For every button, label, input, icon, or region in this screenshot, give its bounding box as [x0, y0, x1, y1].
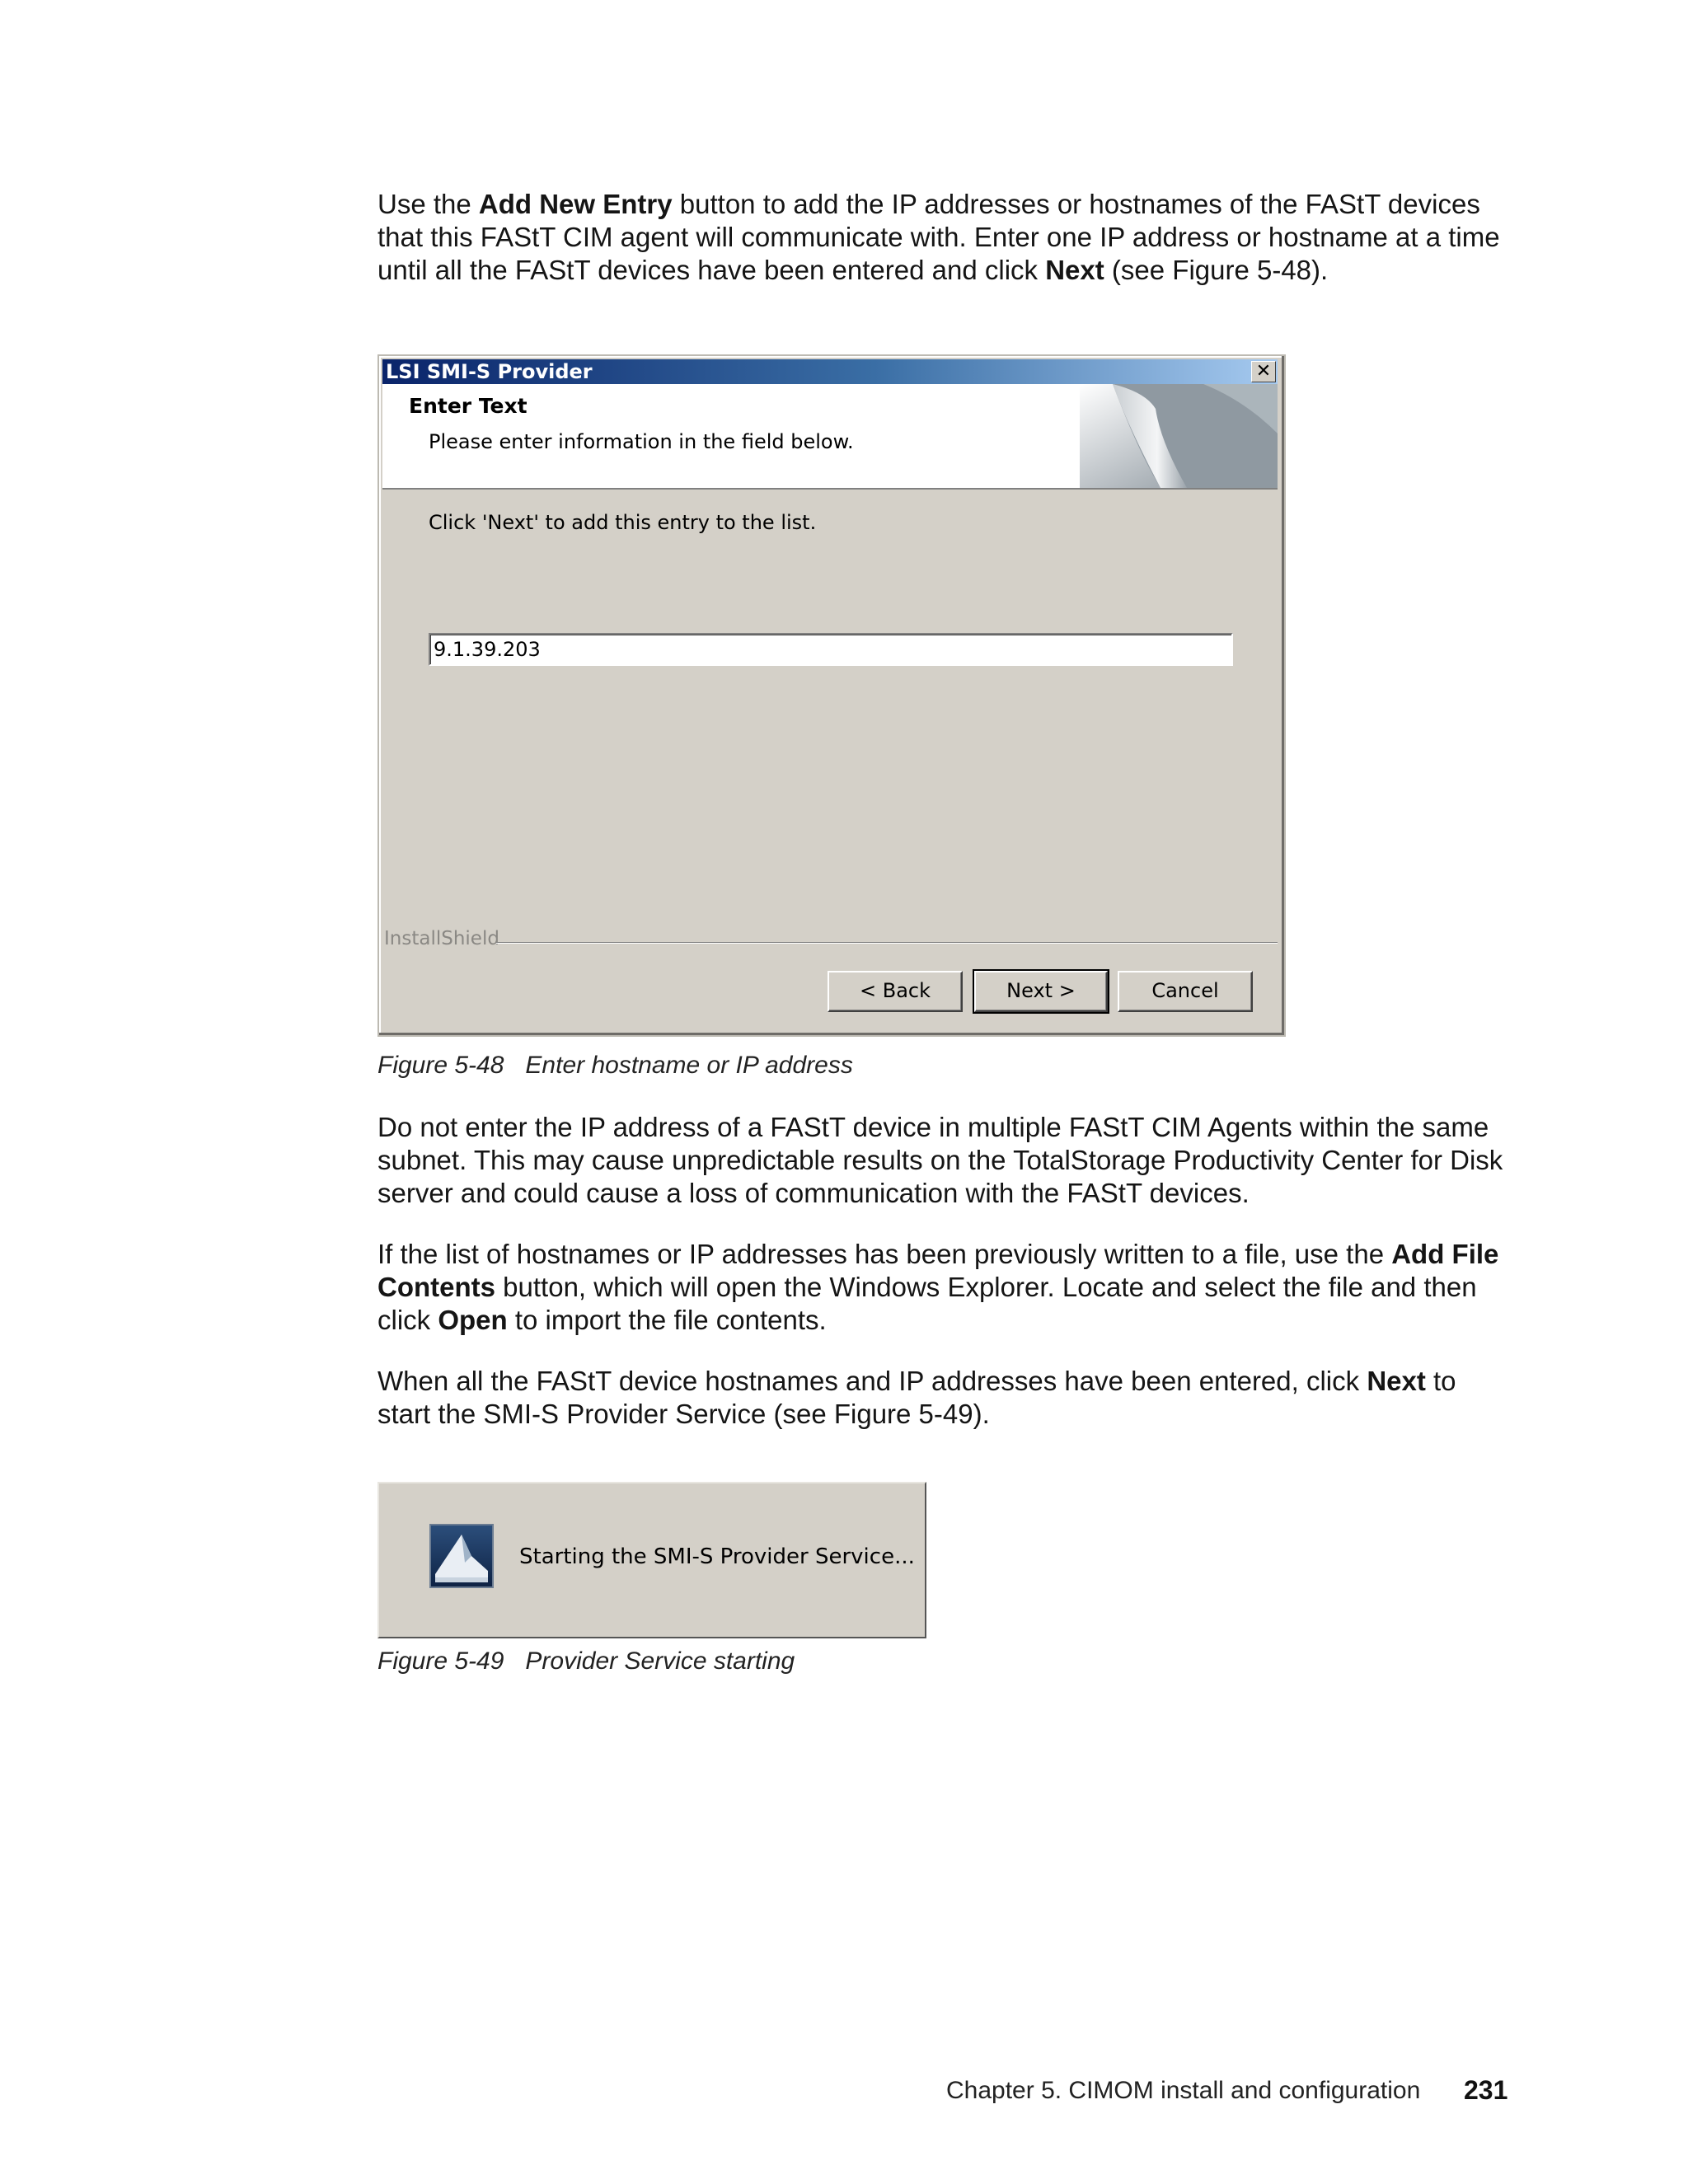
back-button[interactable]: < Back [828, 971, 963, 1012]
instruction-text: Click 'Next' to add this entry to the list. [429, 511, 817, 534]
bold-term: Next [1045, 255, 1104, 285]
installer-dialog [377, 354, 1286, 1037]
bold-term: Add New Entry [478, 189, 673, 219]
header-subtitle: Please enter information in the field below. [429, 430, 854, 453]
intro-paragraph [377, 188, 1515, 287]
bold-term: Add File Contents [377, 1239, 1499, 1302]
dialog-header [382, 384, 1278, 490]
dialog-titlebar[interactable] [382, 359, 1278, 384]
ip-address-field[interactable] [429, 633, 1233, 666]
next-button[interactable]: Next > [974, 971, 1108, 1012]
text-run: to start the SMI-S Provider Service (see Figure 5-49). [377, 1366, 1456, 1429]
figure-caption-text: Provider Service starting [525, 1647, 795, 1675]
service-progress-window [377, 1482, 926, 1638]
text-run: button, which will open the Windows Explorer. Locate and select the file and then click [377, 1272, 1477, 1335]
figure-caption-text: Enter hostname or IP address [525, 1052, 853, 1079]
installshield-brand: InstallShield [384, 928, 499, 949]
figure-49-caption [377, 1647, 795, 1675]
progress-message: Starting the SMI-S Provider Service... [519, 1544, 915, 1569]
text-run: (see Figure 5-48). [1104, 255, 1329, 285]
installer-icon [429, 1523, 495, 1589]
close-button[interactable] [1251, 361, 1276, 382]
text-run: If the list of hostnames or IP addresses has been previously written to a file, use the [377, 1239, 1392, 1269]
text-run: Use the [377, 189, 479, 219]
figure-number: Figure 5-49 [377, 1647, 504, 1675]
text-run: to import the file contents. [507, 1305, 827, 1335]
dialog-title: LSI SMI-S Provider [386, 360, 593, 383]
header-title: Enter Text [409, 394, 528, 418]
cancel-button[interactable]: Cancel [1118, 971, 1253, 1012]
bold-term: Next [1367, 1366, 1426, 1396]
text-run: When all the FAStT device hostnames and IP addresses have been entered, click [377, 1366, 1367, 1396]
warning-paragraph: Do not enter the IP address of a FAStT device in multiple FAStT CIM Agents within the same subnet. This may cause unpredictable results on the TotalStorage Productivity Center for Disk server and could cause a loss of communication with the FAStT devices. [377, 1112, 1503, 1208]
divider [496, 942, 1278, 944]
page-number: 231 [1464, 2075, 1508, 2105]
figure-48-caption [377, 1052, 853, 1080]
file-contents-paragraph [377, 1238, 1515, 1337]
bold-term: Open [438, 1305, 508, 1335]
close-icon: ✕ [1255, 361, 1272, 382]
footer-chapter: Chapter 5. CIMOM install and configuration [946, 2077, 1421, 2104]
text-run: button to add the IP addresses or hostnames of the FAStT devices that this FAStT CIM agent will communicate with. Enter one IP address or hostname at a time until all the FAStT devices have been entered and click [377, 189, 1500, 285]
start-service-paragraph [377, 1365, 1515, 1431]
page-curl-graphic [1080, 384, 1278, 488]
figure-number: Figure 5-48 [377, 1052, 504, 1079]
